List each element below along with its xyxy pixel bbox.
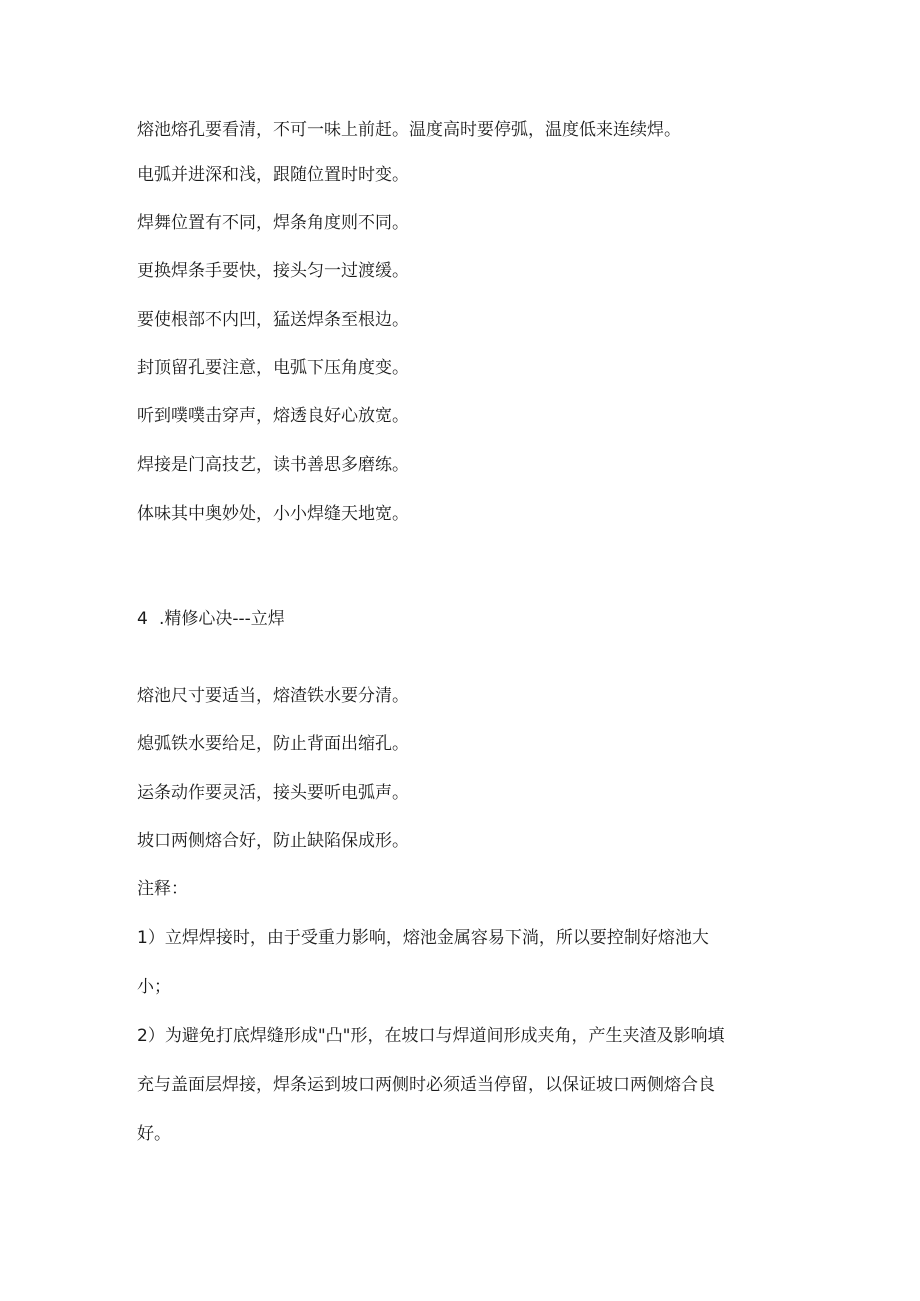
note-line-1: 1）立焊焊接时，由于受重力影响，熔池金属容易下淌，所以要控制好熔池大 <box>137 928 709 948</box>
verse-line-8: 焊接是门高技艺，读书善思多磨练。 <box>137 455 409 475</box>
note-line-2: 小； <box>137 977 171 997</box>
note-line-5: 好。 <box>137 1124 171 1144</box>
verse-line-9: 体味其中奥妙处，小小焊缝天地宽。 <box>137 504 409 524</box>
verse-line-10: 熔池尺寸要适当，熔渣铁水要分清。 <box>137 686 409 706</box>
verse-line-3: 焊舞位置有不同，焊条角度则不同。 <box>137 213 409 233</box>
note-line-4: 充与盖面层焊接，焊条运到坡口两侧时必须适当停留，以保证坡口两侧熔合良 <box>137 1075 715 1095</box>
section-number: 4 <box>137 609 148 629</box>
notes-label: 注释： <box>137 879 188 899</box>
verse-line-13: 坡口两侧熔合好，防止缺陷保成形。 <box>137 831 409 851</box>
section-heading <box>137 608 285 630</box>
verse-line-6: 封顶留孔要注意，电弧下压角度变。 <box>137 358 409 378</box>
verse-line-1: 熔池熔孔要看清，不可一味上前赶。温度高时要停弧，温度低来连续焊。 <box>137 120 681 140</box>
note-line-3: 2）为避免打底焊缝形成"凸"形，在坡口与焊道间形成夹角，产生夹渣及影响填 <box>137 1026 725 1046</box>
verse-line-2: 电弧并进深和浅，跟随位置时时变。 <box>137 165 409 185</box>
verse-line-11: 熄弧铁水要给足，防止背面出缩孔。 <box>137 734 409 754</box>
verse-line-7: 听到噗噗击穿声，熔透良好心放宽。 <box>137 406 409 426</box>
section-title: .精修心决---立焊 <box>159 609 285 629</box>
verse-line-5: 要使根部不内凹，猛送焊条至根边。 <box>137 310 409 330</box>
verse-line-4: 更换焊条手要快，接头匀一过渡缓。 <box>137 261 409 281</box>
verse-line-12: 运条动作要灵活，接头要听电弧声。 <box>137 783 409 803</box>
